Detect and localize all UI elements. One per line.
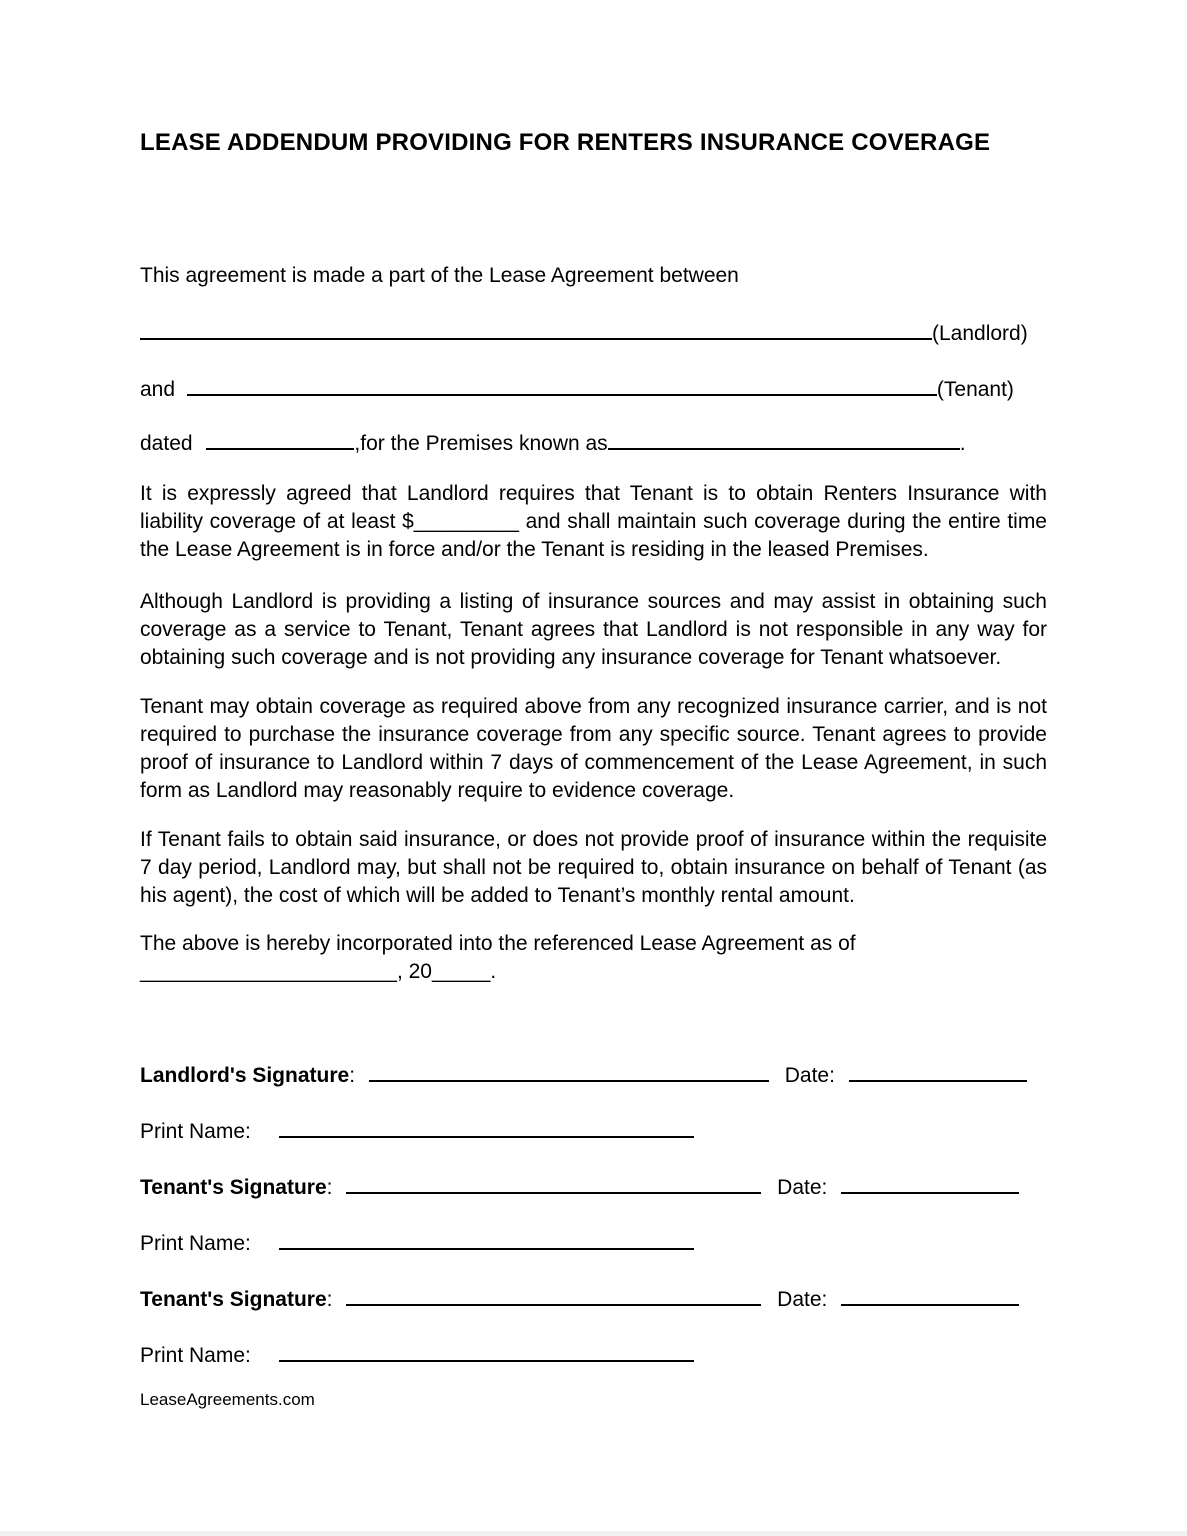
premises-blank (608, 426, 960, 450)
tenant2-print-name-label: Print Name: (140, 1344, 251, 1367)
tenant2-signature-row (140, 1282, 1047, 1312)
incorporation-date-blank: ______________________, 20_____. (140, 960, 497, 983)
tenant1-date-blank (841, 1170, 1019, 1194)
incorporation-clause (140, 930, 1047, 986)
landlord-print-name-blank (279, 1114, 694, 1138)
tenant2-print-name-row (140, 1338, 1047, 1368)
landlord-signature-row (140, 1058, 1047, 1088)
paragraph-proof-of-insurance: Tenant may obtain coverage as required above from any recognized insurance carrier, and is not required to purchase the insurance coverage from any specific source. Tenant agrees to provide proof of insurance to Landlord within 7 days of commencement of the Lease Agreement, in such form as Landlord may reasonably require to evidence coverage. (140, 695, 1047, 802)
landlord-signature-label: Landlord's Signature (140, 1064, 350, 1087)
dated-row-period: . (959, 432, 966, 455)
landlord-label: (Landlord) (932, 322, 1028, 345)
landlord-print-name-label: Print Name: (140, 1120, 251, 1143)
dated-blank (206, 426, 354, 450)
page-bottom-edge (0, 1531, 1187, 1536)
landlord-name-row (140, 316, 1047, 346)
and-label: and (140, 378, 176, 401)
landlord-print-name-row (140, 1114, 1047, 1144)
tenant1-signature-label: Tenant's Signature (140, 1176, 327, 1199)
landlord-date-label: Date: (784, 1064, 835, 1087)
landlord-date-blank (849, 1058, 1027, 1082)
signature-section (140, 1058, 1047, 1368)
paragraph-failure-to-obtain: If Tenant fails to obtain said insurance, or does not provide proof of insurance within the requisite 7 day period, Landlord may, but shall not be required to, obtain insurance on behalf of Tenant (as his agent), the cost of which will be added to Tenant’s monthly rental amount. (140, 828, 1047, 907)
label-colon: : (326, 1288, 333, 1311)
dated-label: dated (140, 432, 193, 455)
tenant2-date-label: Date: (777, 1288, 828, 1311)
label-colon: : (349, 1064, 356, 1087)
tenant1-signature-row (140, 1170, 1047, 1200)
label-colon: : (326, 1176, 333, 1199)
paragraph-insurance-requirement: It is expressly agreed that Landlord requires that Tenant is to obtain Renters Insurance with liability coverage of at least $_________ and shall maintain such coverage during the entire time the Lease Agreement is in force and/or the Tenant is residing in the leased Premises. (140, 482, 1047, 561)
tenant-label: (Tenant) (936, 378, 1014, 401)
dated-row (140, 426, 1047, 456)
paragraph-landlord-not-responsible: Although Landlord is providing a listing of insurance sources and may assist in obtaining such coverage as a service to Tenant, Tenant agrees that Landlord is not responsible in any way for obtaining such coverage and is not providing any insurance coverage for Tenant whatsoever. (140, 590, 1047, 669)
incorporation-lead: The above is hereby incorporated into the referenced Lease Agreement as of (140, 932, 856, 955)
landlord-name-blank (140, 316, 932, 340)
page-title: LEASE ADDENDUM PROVIDING FOR RENTERS INSURANCE COVERAGE (140, 129, 991, 156)
intro-lead: This agreement is made a part of the Lease Agreement between (140, 264, 739, 287)
tenant1-signature-blank (346, 1170, 761, 1194)
tenant1-print-name-row (140, 1226, 1047, 1256)
tenant1-date-label: Date: (777, 1176, 828, 1199)
tenant-name-blank (187, 372, 937, 396)
tenant2-print-name-blank (279, 1338, 694, 1362)
tenant1-print-name-blank (279, 1226, 694, 1250)
landlord-signature-blank (369, 1058, 769, 1082)
tenant1-print-name-label: Print Name: (140, 1232, 251, 1255)
tenant2-date-blank (841, 1282, 1019, 1306)
tenant2-signature-blank (346, 1282, 761, 1306)
footer-brand: LeaseAgreements.com (140, 1390, 315, 1409)
tenant-name-row (140, 372, 1047, 402)
premises-label: ,for the Premises known as (354, 432, 608, 455)
tenant2-signature-label: Tenant's Signature (140, 1288, 327, 1311)
